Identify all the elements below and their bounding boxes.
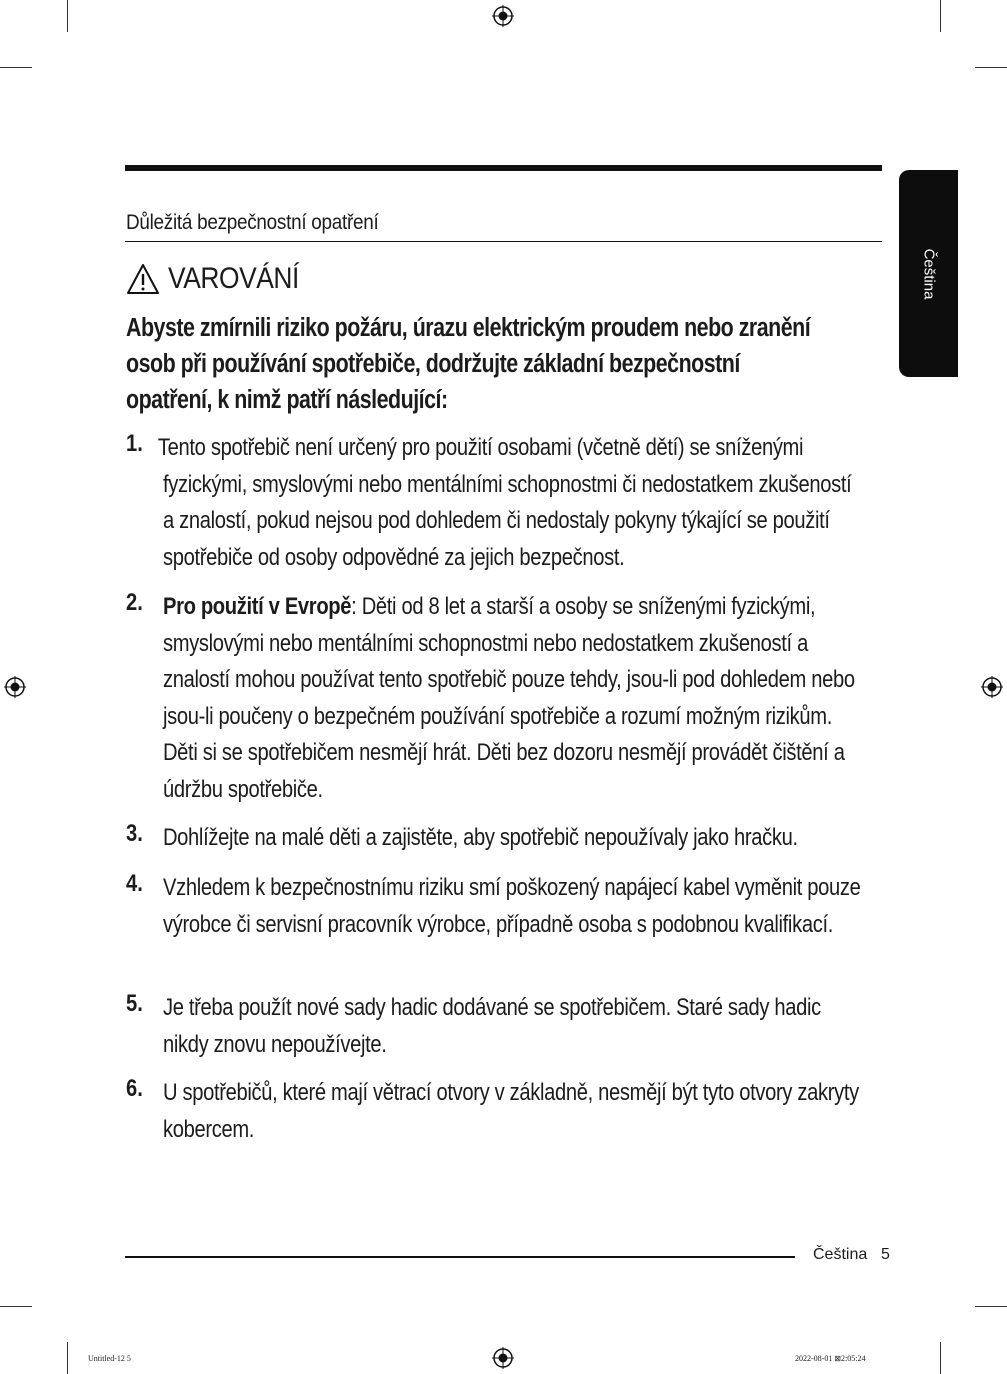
list-item — [126, 990, 865, 1063]
list-item-number: 6. — [126, 1075, 143, 1102]
footer-rule — [125, 1256, 795, 1258]
list-item-number: 2. — [126, 589, 143, 616]
list-item-text: Je třeba použít nové sady hadic dodávané se spotřebičem. Staré sady hadic nikdy znovu nepoužívejte. — [162, 994, 821, 1058]
crop-mark — [975, 67, 1007, 68]
list-item-number: 1. — [126, 430, 143, 457]
list-item — [126, 1075, 865, 1148]
warning-triangle-icon — [126, 263, 160, 295]
crop-mark — [0, 67, 32, 68]
list-item-number: 4. — [126, 870, 143, 897]
list-item — [126, 820, 865, 857]
side-tab-label: Čeština — [920, 248, 937, 299]
list-item-text: Vzhledem k bezpečnostnímu riziku smí poškozený napájecí kabel vyměnit pouze výrobce či servisní pracovník výrobce, případně osoba s podobnou kvalifikací. — [162, 874, 861, 938]
top-rule — [125, 165, 882, 171]
print-file-label: Untitled-12 5 — [88, 1354, 131, 1363]
crop-mark — [0, 1306, 32, 1307]
list-item-text: : Děti od 8 let a starší a osoby se sníženými fyzickými, smyslovými nebo mentálními schopnostmi nebo nedostatkem zkušeností a znalostí mohou používat tento spotřebič pouze tehdy, jsou-li pod dohledem nebo jsou-li poučeny o bezpečném používání spotřebiče a rozumí možným rizikům. Děti si se spotřebičem nesmějí hrát. Děti bez dozoru nesmějí provádět čištění a údržbu spotřebiče. — [162, 593, 855, 803]
crop-mark — [975, 1306, 1007, 1307]
print-timestamp: 2022-08-01 ⊠2:05:24 — [795, 1354, 866, 1363]
list-item-lead: Pro použití v Evropě — [162, 593, 352, 620]
registration-mark-icon — [492, 1347, 514, 1369]
warning-heading — [126, 262, 317, 296]
registration-mark-icon — [4, 676, 26, 698]
registration-mark-icon — [981, 676, 1003, 698]
list-item-text: Tento spotřebič není určený pro použití osobami (včetně dětí) se sníženými fyzickými, smyslovými nebo mentálními schopnostmi či nedostatkem zkušeností a znalostí, pokud nejsou pod dohledem či nedostaly pokyny týkající se použití spotřebiče od osoby odpovědné za jejich bezpečnost. — [157, 434, 852, 571]
list-item-text: Dohlížejte na malé děti a zajistěte, aby spotřebič nepoužívaly jako hračku. — [162, 824, 798, 851]
crop-mark — [67, 1342, 68, 1374]
warning-label: VAROVÁNÍ — [168, 262, 299, 295]
intro-paragraph: Abyste zmírnili riziko požáru, úrazu elektrickým proudem nebo zranění osob při používání spotřebiče, dodržujte základní bezpečnostní opatření, k nimž patří následující: — [126, 314, 811, 414]
list-item — [126, 589, 865, 808]
list-item-text: U spotřebičů, které mají větrací otvory v základně, nesmějí být tyto otvory zakryty kobercem. — [162, 1079, 859, 1143]
crop-mark — [940, 0, 941, 32]
section-rule — [125, 241, 882, 242]
crop-mark — [67, 0, 68, 32]
footer-language: Čeština — [813, 1246, 868, 1263]
list-item-number: 5. — [126, 990, 143, 1017]
list-item — [126, 430, 865, 576]
language-side-tab — [899, 170, 958, 377]
list-item-number: 3. — [126, 820, 143, 847]
section-title: Důležitá bezpečnostní opatření — [126, 211, 379, 234]
registration-mark-icon — [492, 5, 514, 27]
crop-mark — [940, 1342, 941, 1374]
list-item — [126, 870, 865, 943]
page-number: 5 — [881, 1246, 890, 1263]
